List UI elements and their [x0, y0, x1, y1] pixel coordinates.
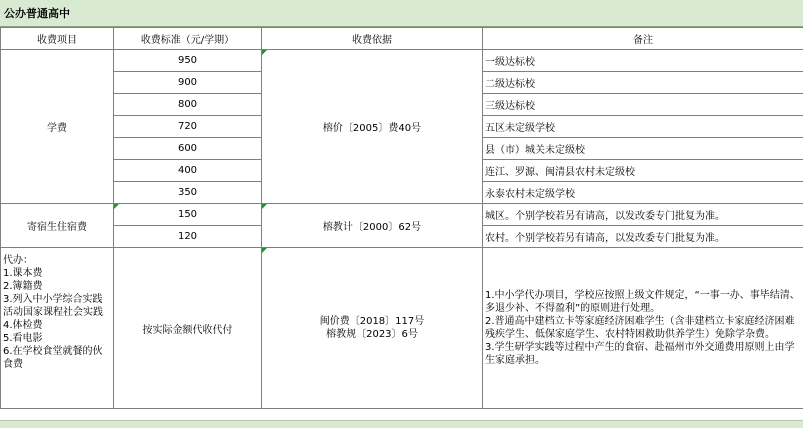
agency-note-line: 2.普通高中建档立卡等家庭经济困难学生（含非建档立卡家庭经济困难残疾学生、低保家庭学生、农村特困救助供养学生）免除学杂费。 — [485, 315, 801, 341]
boarding-item: 寄宿生住宿费 — [1, 204, 114, 248]
tuition-fee: 950 — [114, 50, 262, 72]
boarding-fee: 150 — [114, 204, 262, 226]
page-title: 公办普通高中 — [0, 0, 803, 27]
tuition-fee: 600 — [114, 138, 262, 160]
header-fee-basis: 收费依据 — [262, 28, 483, 50]
table-row — [1, 248, 803, 409]
agency-item-line: 代办： — [3, 254, 111, 267]
agency-basis-line: 闽价费〔2018〕117号 — [264, 315, 480, 328]
agency-basis — [262, 248, 483, 409]
tuition-fee: 800 — [114, 94, 262, 116]
tuition-note: 五区未定级学校 — [483, 116, 803, 138]
tuition-basis: 榕价〔2005〕费40号 — [262, 50, 483, 204]
tuition-note: 三级达标校 — [483, 94, 803, 116]
tuition-fee: 720 — [114, 116, 262, 138]
tuition-note: 一级达标校 — [483, 50, 803, 72]
header-fee-standard: 收费标准（元/学期） — [114, 28, 262, 50]
tuition-fee: 900 — [114, 72, 262, 94]
header-row — [1, 28, 803, 50]
header-remarks: 备注 — [483, 28, 803, 50]
header-fee-item: 收费项目 — [1, 28, 114, 50]
agency-note-line: 1.中小学代办项目，学校应按照上级文件规定，“一事一办、事毕结清、多退少补、不得盈利”的原则进行处理。 — [485, 289, 801, 315]
fee-table — [0, 27, 803, 409]
agency-item-line: 4.体检费 — [3, 319, 111, 332]
boarding-fee: 120 — [114, 226, 262, 248]
tuition-fee: 350 — [114, 182, 262, 204]
boarding-basis: 榕教计〔2000〕62号 — [262, 204, 483, 248]
boarding-note: 农村。个别学校若另有请高，以发改委专门批复为准。 — [483, 226, 803, 248]
boarding-note: 城区。个别学校若另有请高，以发改委专门批复为准。 — [483, 204, 803, 226]
agency-item-line: 3.列入中小学综合实践活动国家课程社会实践 — [3, 293, 111, 319]
tuition-note: 连江、罗源、闽清县农村未定级校 — [483, 160, 803, 182]
tuition-note: 县（市）城关未定级校 — [483, 138, 803, 160]
agency-item-line: 6.在学校食堂就餐的伙食费 — [3, 345, 111, 371]
agency-fee: 按实际金额代收代付 — [114, 248, 262, 409]
agency-basis-line: 榕教规〔2023〕6号 — [264, 328, 480, 341]
tuition-item: 学费 — [1, 50, 114, 204]
agency-item-line: 5.看电影 — [3, 332, 111, 345]
agency-item-line: 2.簿籍费 — [3, 280, 111, 293]
table-row — [1, 50, 803, 72]
table-row — [1, 204, 803, 226]
tuition-note: 二级达标校 — [483, 72, 803, 94]
tuition-fee: 400 — [114, 160, 262, 182]
agency-item-line: 1.课本费 — [3, 267, 111, 280]
agency-item — [1, 248, 114, 409]
tuition-note: 永泰农村未定级学校 — [483, 182, 803, 204]
agency-note — [483, 248, 803, 409]
agency-note-line: 3.学生研学实践等过程中产生的食宿、赴福州市外交通费用原则上由学生家庭承担。 — [485, 341, 801, 367]
